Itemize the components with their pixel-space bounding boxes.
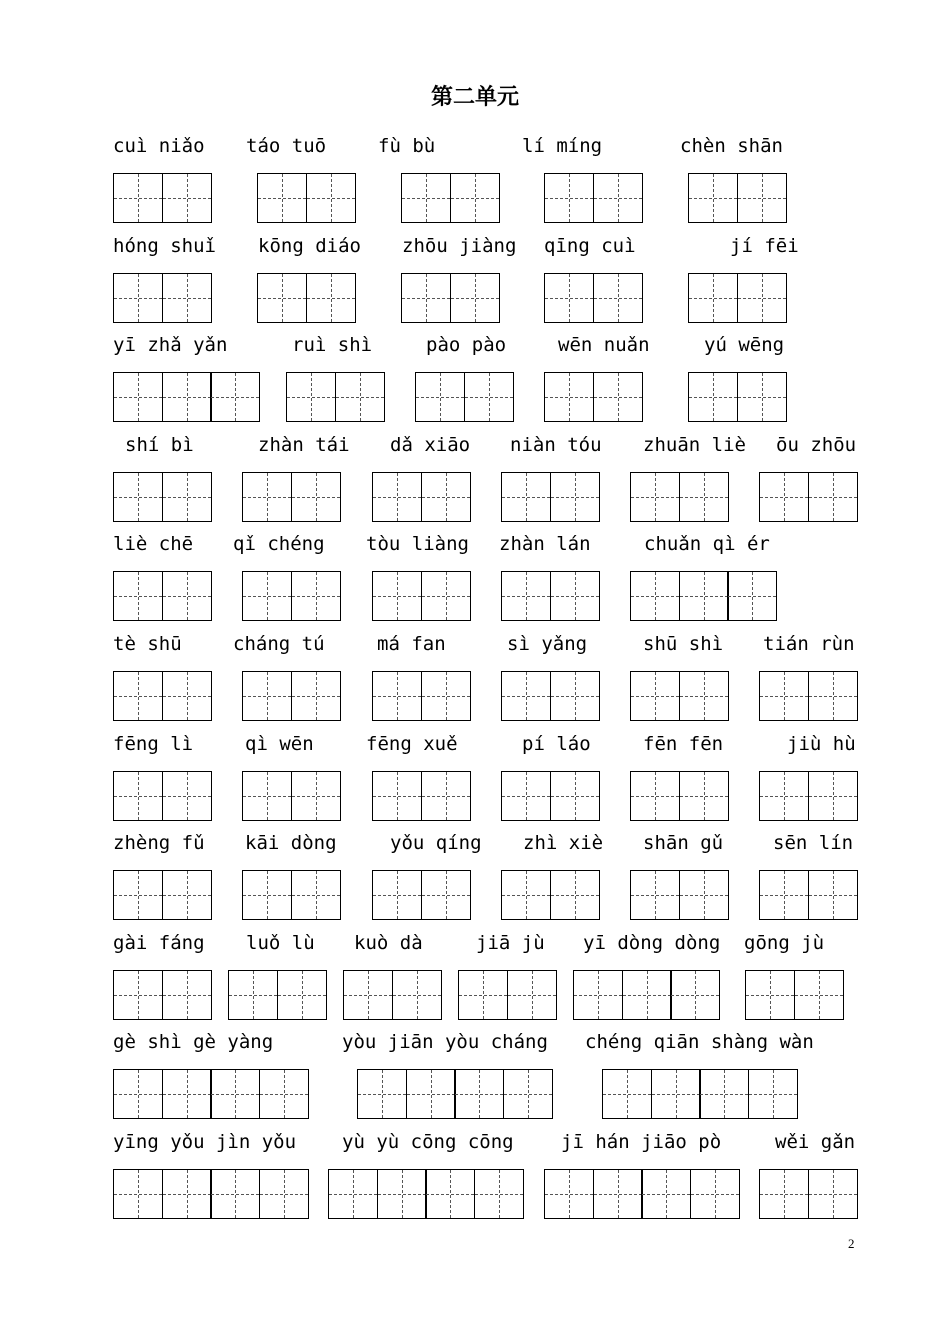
- tian-zi-ge-cell[interactable]: [464, 372, 514, 422]
- character-box-group: [759, 870, 856, 920]
- tian-zi-ge-cell[interactable]: [550, 571, 600, 621]
- pinyin-label: zhōu jiàng: [402, 235, 517, 257]
- tian-zi-ge-cell[interactable]: [808, 771, 858, 821]
- pinyin-label: pào pào: [426, 334, 507, 356]
- tian-zi-ge-cell[interactable]: [162, 671, 212, 721]
- tian-zi-ge-cell[interactable]: [372, 671, 422, 721]
- tian-zi-ge-cell[interactable]: [306, 273, 356, 323]
- tian-zi-ge-cell[interactable]: [458, 970, 508, 1020]
- tian-zi-ge-cell[interactable]: [210, 1169, 260, 1219]
- pinyin-label: má fan: [377, 633, 446, 655]
- pinyin-label: yú wēng: [704, 334, 785, 356]
- tian-zi-ge-cell[interactable]: [372, 870, 422, 920]
- tian-zi-ge-cell[interactable]: [228, 970, 278, 1020]
- pinyin-label: fēn fēn: [643, 733, 724, 755]
- character-box-group: [401, 173, 498, 223]
- character-box-group: [759, 671, 856, 721]
- tian-zi-ge-cell[interactable]: [291, 571, 341, 621]
- tian-zi-ge-cell[interactable]: [162, 970, 212, 1020]
- page-number: 2: [848, 1236, 855, 1251]
- tian-zi-ge-cell[interactable]: [503, 1069, 553, 1119]
- character-box-group: [759, 472, 856, 522]
- pinyin-label: ōu zhōu: [776, 434, 857, 456]
- pinyin-label: yǒu qíng: [390, 832, 482, 854]
- tian-zi-ge-cell[interactable]: [162, 472, 212, 522]
- pinyin-label: chéng qiān shàng wàn: [585, 1031, 814, 1053]
- character-box-group: [113, 273, 210, 323]
- pinyin-label: hóng shuǐ: [113, 235, 216, 257]
- page-title: 第二单元: [430, 84, 519, 110]
- pinyin-label: táo tuō: [246, 135, 327, 157]
- character-box-group: [357, 1069, 551, 1119]
- tian-zi-ge-cell[interactable]: [759, 870, 809, 920]
- character-box-group: [630, 771, 727, 821]
- pinyin-label: jí fēi: [730, 235, 799, 257]
- pinyin-label: gè shì gè yàng: [113, 1031, 274, 1053]
- character-box-group: [257, 273, 354, 323]
- tian-zi-ge-cell[interactable]: [113, 173, 163, 223]
- tian-zi-ge-cell[interactable]: [306, 173, 356, 223]
- tian-zi-ge-cell[interactable]: [415, 372, 465, 422]
- character-box-group: [688, 273, 785, 323]
- tian-zi-ge-cell[interactable]: [745, 970, 795, 1020]
- pinyin-label: chuǎn qì ér: [644, 533, 770, 555]
- character-box-group: [372, 671, 469, 721]
- character-box-group: [544, 173, 641, 223]
- tian-zi-ge-cell[interactable]: [162, 372, 212, 422]
- pinyin-label: tòu liàng: [366, 533, 469, 555]
- tian-zi-ge-cell[interactable]: [679, 870, 729, 920]
- pinyin-label: qīng cuì: [544, 235, 636, 257]
- tian-zi-ge-cell[interactable]: [759, 472, 809, 522]
- tian-zi-ge-cell[interactable]: [630, 671, 680, 721]
- tian-zi-ge-cell[interactable]: [808, 870, 858, 920]
- pinyin-label: liè chē: [113, 533, 194, 555]
- tian-zi-ge-cell[interactable]: [501, 472, 551, 522]
- tian-zi-ge-cell[interactable]: [679, 472, 729, 522]
- pinyin-label: wěi gǎn: [775, 1131, 856, 1153]
- tian-zi-ge-cell[interactable]: [727, 571, 777, 621]
- tian-zi-ge-cell[interactable]: [550, 870, 600, 920]
- tian-zi-ge-cell[interactable]: [670, 970, 720, 1020]
- tian-zi-ge-cell[interactable]: [113, 472, 163, 522]
- pinyin-label: zhàn tái: [258, 434, 350, 456]
- tian-zi-ge-cell[interactable]: [286, 372, 336, 422]
- character-box-group: [242, 671, 339, 721]
- tian-zi-ge-cell[interactable]: [113, 1169, 163, 1219]
- tian-zi-ge-cell[interactable]: [593, 1169, 643, 1219]
- tian-zi-ge-cell[interactable]: [450, 273, 500, 323]
- pinyin-label: kāi dòng: [245, 832, 337, 854]
- tian-zi-ge-cell[interactable]: [259, 1069, 309, 1119]
- tian-zi-ge-cell[interactable]: [162, 173, 212, 223]
- tian-zi-ge-cell[interactable]: [257, 273, 307, 323]
- pinyin-label: kuò dà: [354, 932, 423, 954]
- tian-zi-ge-cell[interactable]: [162, 1069, 212, 1119]
- character-box-group: [242, 472, 339, 522]
- tian-zi-ge-cell[interactable]: [474, 1169, 524, 1219]
- tian-zi-ge-cell[interactable]: [113, 273, 163, 323]
- tian-zi-ge-cell[interactable]: [690, 1169, 740, 1219]
- tian-zi-ge-cell[interactable]: [210, 372, 260, 422]
- tian-zi-ge-cell[interactable]: [630, 571, 680, 621]
- character-box-group: [113, 870, 210, 920]
- tian-zi-ge-cell[interactable]: [277, 970, 327, 1020]
- character-box-group: [372, 472, 469, 522]
- tian-zi-ge-cell[interactable]: [737, 273, 787, 323]
- pinyin-label: zhì xiè: [523, 832, 604, 854]
- pinyin-label: shí bì: [125, 434, 194, 456]
- tian-zi-ge-cell[interactable]: [291, 671, 341, 721]
- tian-zi-ge-cell[interactable]: [622, 970, 672, 1020]
- pinyin-label: jī hán jiāo pò: [561, 1131, 722, 1153]
- pinyin-label: chèn shān: [680, 135, 783, 157]
- pinyin-label: yīng yǒu jìn yǒu: [113, 1131, 297, 1153]
- tian-zi-ge-cell[interactable]: [291, 472, 341, 522]
- tian-zi-ge-cell[interactable]: [630, 870, 680, 920]
- tian-zi-ge-cell[interactable]: [113, 970, 163, 1020]
- tian-zi-ge-cell[interactable]: [291, 870, 341, 920]
- tian-zi-ge-cell[interactable]: [242, 771, 292, 821]
- pinyin-label: fēng xuě: [366, 733, 458, 755]
- character-box-group: [544, 1169, 738, 1219]
- tian-zi-ge-cell[interactable]: [425, 1169, 475, 1219]
- character-box-group: [242, 771, 339, 821]
- tian-zi-ge-cell[interactable]: [679, 771, 729, 821]
- character-box-group: [630, 671, 727, 721]
- tian-zi-ge-cell[interactable]: [421, 571, 471, 621]
- tian-zi-ge-cell[interactable]: [630, 472, 680, 522]
- character-box-group: [343, 970, 440, 1020]
- character-box-group: [372, 870, 469, 920]
- tian-zi-ge-cell[interactable]: [162, 273, 212, 323]
- pinyin-label: tián rùn: [763, 633, 855, 655]
- tian-zi-ge-cell[interactable]: [759, 1169, 809, 1219]
- tian-zi-ge-cell[interactable]: [113, 671, 163, 721]
- character-box-group: [113, 472, 210, 522]
- pinyin-label: zhèng fǔ: [113, 832, 205, 854]
- tian-zi-ge-cell[interactable]: [748, 1069, 798, 1119]
- character-box-group: [372, 571, 469, 621]
- tian-zi-ge-cell[interactable]: [343, 970, 393, 1020]
- tian-zi-ge-cell[interactable]: [421, 671, 471, 721]
- character-box-group: [113, 771, 210, 821]
- tian-zi-ge-cell[interactable]: [550, 472, 600, 522]
- tian-zi-ge-cell[interactable]: [421, 771, 471, 821]
- pinyin-label: luǒ lù: [246, 932, 315, 954]
- tian-zi-ge-cell[interactable]: [162, 870, 212, 920]
- tian-zi-ge-cell[interactable]: [501, 671, 551, 721]
- tian-zi-ge-cell[interactable]: [162, 571, 212, 621]
- tian-zi-ge-cell[interactable]: [328, 1169, 378, 1219]
- pinyin-label: sēn lín: [773, 832, 854, 854]
- tian-zi-ge-cell[interactable]: [699, 1069, 749, 1119]
- pinyin-label: jiā jù: [476, 932, 545, 954]
- tian-zi-ge-cell[interactable]: [113, 771, 163, 821]
- tian-zi-ge-cell[interactable]: [688, 173, 738, 223]
- tian-zi-ge-cell[interactable]: [593, 173, 643, 223]
- character-box-group: [415, 372, 512, 422]
- character-box-group: [458, 970, 555, 1020]
- tian-zi-ge-cell[interactable]: [162, 771, 212, 821]
- character-box-group: [113, 671, 210, 721]
- tian-zi-ge-cell[interactable]: [421, 472, 471, 522]
- pinyin-label: sì yǎng: [507, 633, 588, 655]
- tian-zi-ge-cell[interactable]: [401, 273, 451, 323]
- pinyin-label: yī zhǎ yǎn: [113, 334, 228, 356]
- character-box-group: [372, 771, 469, 821]
- tian-zi-ge-cell[interactable]: [688, 273, 738, 323]
- character-box-group: [113, 372, 259, 422]
- tian-zi-ge-cell[interactable]: [651, 1069, 701, 1119]
- pinyin-label: pí láo: [522, 733, 591, 755]
- tian-zi-ge-cell[interactable]: [257, 173, 307, 223]
- pinyin-label: fēng lì: [113, 733, 194, 755]
- character-box-group: [544, 372, 641, 422]
- pinyin-label: shān gǔ: [643, 832, 724, 854]
- tian-zi-ge-cell[interactable]: [544, 273, 594, 323]
- tian-zi-ge-cell[interactable]: [401, 173, 451, 223]
- tian-zi-ge-cell[interactable]: [737, 173, 787, 223]
- pinyin-label: qì wēn: [245, 733, 314, 755]
- character-box-group: [630, 870, 727, 920]
- tian-zi-ge-cell[interactable]: [210, 1069, 260, 1119]
- pinyin-label: jiù hù: [787, 733, 856, 755]
- tian-zi-ge-cell[interactable]: [259, 1169, 309, 1219]
- pinyin-label: qǐ chéng: [233, 533, 325, 555]
- tian-zi-ge-cell[interactable]: [242, 671, 292, 721]
- character-box-group: [328, 1169, 522, 1219]
- tian-zi-ge-cell[interactable]: [679, 671, 729, 721]
- tian-zi-ge-cell[interactable]: [550, 671, 600, 721]
- character-box-group: [745, 970, 842, 1020]
- pinyin-label: cháng tú: [233, 633, 325, 655]
- character-box-group: [113, 173, 210, 223]
- pinyin-label: wēn nuǎn: [558, 334, 650, 356]
- pinyin-label: kōng diáo: [258, 235, 361, 257]
- pinyin-label: yòu jiān yòu cháng: [342, 1031, 548, 1053]
- tian-zi-ge-cell[interactable]: [737, 372, 787, 422]
- tian-zi-ge-cell[interactable]: [113, 1069, 163, 1119]
- tian-zi-ge-cell[interactable]: [507, 970, 557, 1020]
- tian-zi-ge-cell[interactable]: [372, 472, 422, 522]
- tian-zi-ge-cell[interactable]: [808, 1169, 858, 1219]
- tian-zi-ge-cell[interactable]: [602, 1069, 652, 1119]
- pinyin-label: dǎ xiāo: [390, 434, 471, 456]
- character-box-group: [228, 970, 325, 1020]
- character-box-group: [242, 571, 339, 621]
- pinyin-label: fù bù: [378, 135, 436, 157]
- tian-zi-ge-cell[interactable]: [377, 1169, 427, 1219]
- pinyin-label: yù yù cōng cōng: [342, 1131, 514, 1153]
- tian-zi-ge-cell[interactable]: [759, 671, 809, 721]
- character-box-group: [113, 1169, 307, 1219]
- pinyin-label: zhàn lán: [499, 533, 591, 555]
- character-box-group: [573, 970, 719, 1020]
- character-box-group: [501, 671, 598, 721]
- character-box-group: [688, 173, 785, 223]
- tian-zi-ge-cell[interactable]: [544, 1169, 594, 1219]
- tian-zi-ge-cell[interactable]: [759, 771, 809, 821]
- pinyin-label: niàn tóu: [510, 434, 602, 456]
- tian-zi-ge-cell[interactable]: [113, 870, 163, 920]
- tian-zi-ge-cell[interactable]: [593, 372, 643, 422]
- tian-zi-ge-cell[interactable]: [406, 1069, 456, 1119]
- tian-zi-ge-cell[interactable]: [679, 571, 729, 621]
- tian-zi-ge-cell[interactable]: [372, 571, 422, 621]
- tian-zi-ge-cell[interactable]: [162, 1169, 212, 1219]
- character-box-group: [544, 273, 641, 323]
- pinyin-label: cuì niǎo: [113, 135, 205, 157]
- tian-zi-ge-cell[interactable]: [357, 1069, 407, 1119]
- tian-zi-ge-cell[interactable]: [501, 870, 551, 920]
- tian-zi-ge-cell[interactable]: [794, 970, 844, 1020]
- tian-zi-ge-cell[interactable]: [392, 970, 442, 1020]
- tian-zi-ge-cell[interactable]: [544, 173, 594, 223]
- tian-zi-ge-cell[interactable]: [808, 671, 858, 721]
- character-box-group: [257, 173, 354, 223]
- tian-zi-ge-cell[interactable]: [688, 372, 738, 422]
- pinyin-label: gài fáng: [113, 932, 205, 954]
- tian-zi-ge-cell[interactable]: [544, 372, 594, 422]
- character-box-group: [501, 870, 598, 920]
- character-box-group: [113, 1069, 307, 1119]
- character-box-group: [113, 571, 210, 621]
- character-box-group: [688, 372, 785, 422]
- character-box-group: [242, 870, 339, 920]
- character-box-group: [630, 472, 727, 522]
- pinyin-label: tè shū: [113, 633, 182, 655]
- tian-zi-ge-cell[interactable]: [450, 173, 500, 223]
- tian-zi-ge-cell[interactable]: [242, 472, 292, 522]
- tian-zi-ge-cell[interactable]: [641, 1169, 691, 1219]
- tian-zi-ge-cell[interactable]: [593, 273, 643, 323]
- character-box-group: [759, 1169, 856, 1219]
- tian-zi-ge-cell[interactable]: [501, 771, 551, 821]
- tian-zi-ge-cell[interactable]: [113, 372, 163, 422]
- pinyin-label: zhuān liè: [643, 434, 746, 456]
- pinyin-label: yī dòng dòng: [583, 932, 721, 954]
- character-box-group: [501, 472, 598, 522]
- pinyin-label: gōng jù: [744, 932, 825, 954]
- tian-zi-ge-cell[interactable]: [113, 571, 163, 621]
- pinyin-label: ruì shì: [292, 334, 373, 356]
- tian-zi-ge-cell[interactable]: [630, 771, 680, 821]
- tian-zi-ge-cell[interactable]: [242, 870, 292, 920]
- pinyin-label: lí míng: [522, 135, 603, 157]
- tian-zi-ge-cell[interactable]: [501, 571, 551, 621]
- character-box-group: [401, 273, 498, 323]
- tian-zi-ge-cell[interactable]: [454, 1069, 504, 1119]
- tian-zi-ge-cell[interactable]: [335, 372, 385, 422]
- tian-zi-ge-cell[interactable]: [291, 771, 341, 821]
- character-box-group: [501, 571, 598, 621]
- character-box-group: [630, 571, 776, 621]
- character-box-group: [286, 372, 383, 422]
- tian-zi-ge-cell[interactable]: [550, 771, 600, 821]
- character-box-group: [759, 771, 856, 821]
- tian-zi-ge-cell[interactable]: [421, 870, 471, 920]
- tian-zi-ge-cell[interactable]: [242, 571, 292, 621]
- tian-zi-ge-cell[interactable]: [573, 970, 623, 1020]
- pinyin-label: shū shì: [643, 633, 724, 655]
- character-box-group: [113, 970, 210, 1020]
- tian-zi-ge-cell[interactable]: [372, 771, 422, 821]
- character-box-group: [501, 771, 598, 821]
- tian-zi-ge-cell[interactable]: [808, 472, 858, 522]
- character-box-group: [602, 1069, 796, 1119]
